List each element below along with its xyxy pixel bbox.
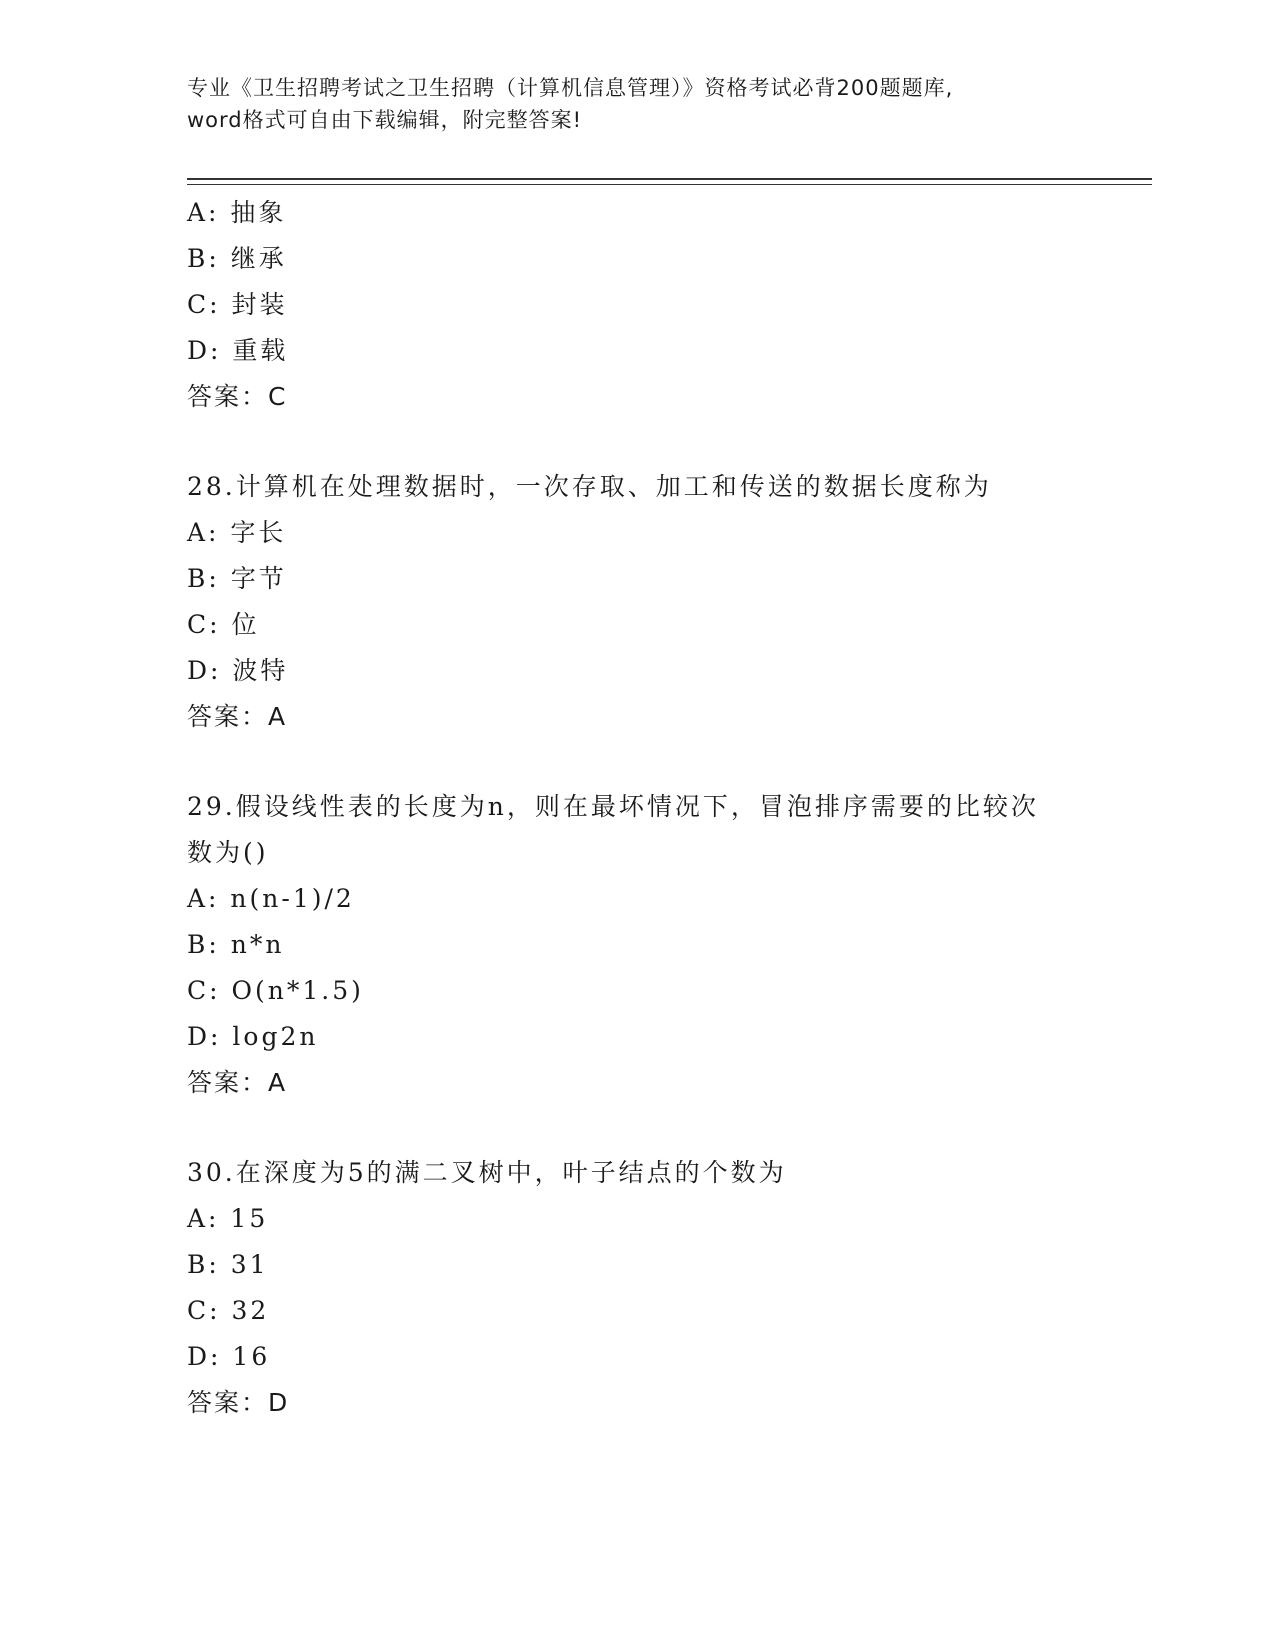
option-b: B: 字节 [187, 564, 287, 593]
option-b: B: n*n [187, 930, 285, 959]
option-d: D: 波特 [187, 656, 289, 685]
option-d: D: log2n [187, 1022, 319, 1051]
option-c: C: 位 [187, 610, 260, 639]
spacer [187, 740, 1107, 784]
question-list [187, 190, 1107, 1426]
question-text-line1: 29.假设线性表的长度为n，则在最坏情况下，冒泡排序需要的比较次 [187, 792, 1039, 821]
option-a: A: 抽象 [187, 198, 287, 227]
option-c: C: 封装 [187, 290, 288, 319]
spacer [187, 1106, 1107, 1150]
header-title-line1: 专业《卫生招聘考试之卫生招聘（计算机信息管理）》资格考试必背200题题库, [187, 76, 954, 100]
answer-line: 答案：A [187, 702, 288, 731]
answer-line: 答案：A [187, 1068, 288, 1097]
option-a: A: 15 [187, 1204, 269, 1233]
option-b: B: 继承 [187, 244, 287, 273]
question-text: 30.在深度为5的满二叉树中，叶子结点的个数为 [187, 1158, 787, 1187]
header-title-line2: word格式可自由下载编辑，附完整答案! [187, 108, 583, 132]
document-header [187, 72, 1087, 136]
question-text: 28.计算机在处理数据时，一次存取、加工和传送的数据长度称为 [187, 472, 992, 501]
question-29 [187, 784, 1107, 1106]
question-27 [187, 190, 1107, 420]
option-a: A: n(n-1)/2 [187, 884, 355, 913]
spacer [187, 420, 1107, 464]
option-d: D: 16 [187, 1342, 271, 1371]
answer-line: 答案：D [187, 1388, 290, 1417]
question-30 [187, 1150, 1107, 1426]
question-text-line2: 数为() [187, 838, 269, 867]
option-c: C: O(n*1.5) [187, 976, 364, 1005]
option-b: B: 31 [187, 1250, 269, 1279]
option-a: A: 字长 [187, 518, 287, 547]
question-28 [187, 464, 1107, 740]
option-c: C: 32 [187, 1296, 270, 1325]
header-divider [187, 178, 1152, 185]
option-d: D: 重载 [187, 336, 289, 365]
answer-line: 答案：C [187, 382, 288, 411]
